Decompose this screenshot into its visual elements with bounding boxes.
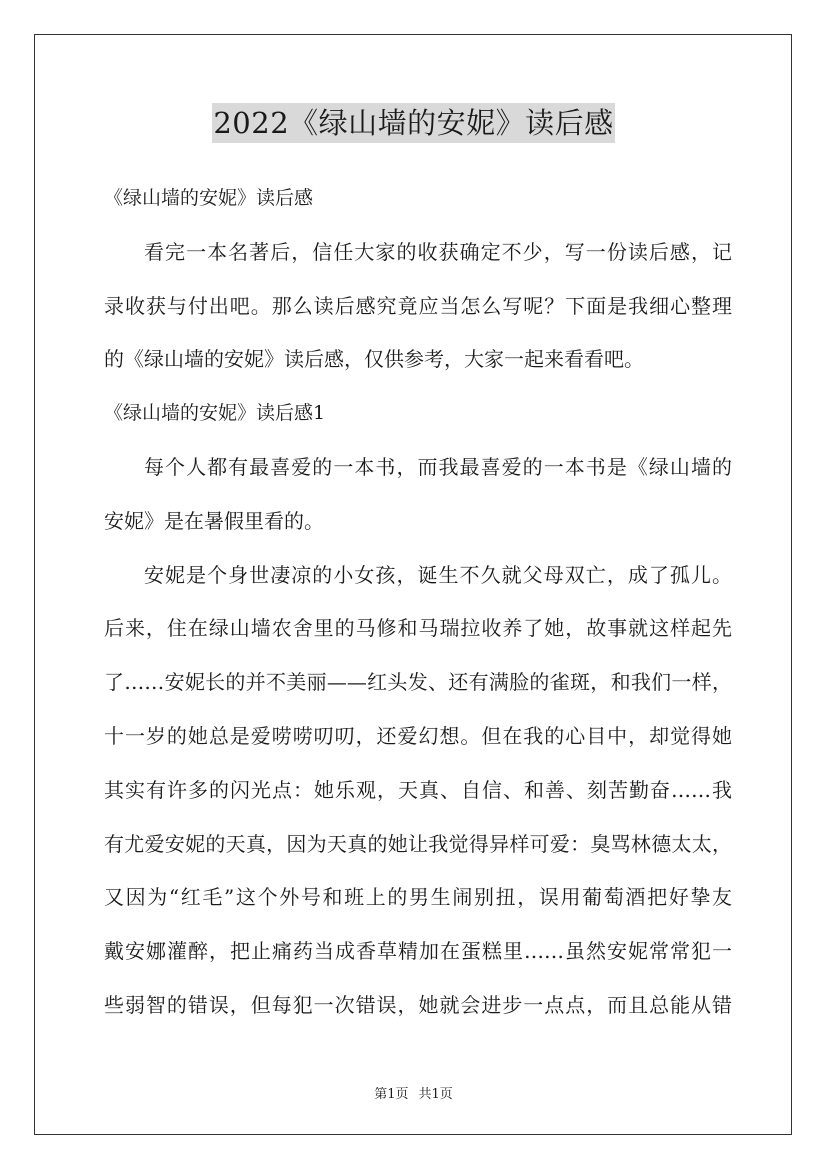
document-body xyxy=(104,172,732,1033)
paragraph-line: 些弱智的错误，但每犯一次错误，她就会进步一点点，而且总能从错 xyxy=(104,992,732,1017)
document-title: 2022《绿山墙的安妮》读后感 xyxy=(212,103,614,143)
paragraph-line: 后来，住在绿山墙农舍里的马修和马瑞拉收养了她，故事就这样起先 xyxy=(104,616,732,641)
paragraph-line: 安妮是个身世凄凉的小女孩，诞生不久就父母双亡，成了孤儿。 xyxy=(144,562,732,587)
paragraph-line: 录收获与付出吧。那么读后感究竟应当怎么写呢？下面是我细心整理 xyxy=(104,293,732,318)
page-total: 共1页 xyxy=(418,1087,453,1102)
page-number: 第1页 xyxy=(374,1087,409,1102)
page-footer xyxy=(0,1083,827,1102)
title-container xyxy=(0,103,827,143)
paragraph-line: 了……安妮长的并不美丽——红头发、还有满脸的雀斑，和我们一样， xyxy=(104,670,732,695)
paragraph-line: 有尤爱安妮的天真，因为天真的她让我觉得异样可爱：臭骂林德太太， xyxy=(104,831,732,856)
paragraph-line: 看完一本名著后，信任大家的收获确定不少，写一份读后感，记 xyxy=(144,239,732,264)
paragraph-line: 又因为“红毛”这个外号和班上的男生闹别扭，误用葡萄酒把好挚友 xyxy=(104,885,732,910)
paragraph-line: 安妮》是在暑假里看的。 xyxy=(104,508,324,533)
section-heading: 《绿山墙的安妮》读后感1 xyxy=(104,402,326,425)
paragraph-line: 十一岁的她总是爱唠唠叨叨，还爱幻想。但在我的心目中，却觉得她 xyxy=(104,723,732,748)
paragraph-line: 其实有许多的闪光点：她乐观，天真、自信、和善、刻苦勤奋……我 xyxy=(104,777,732,802)
paragraph-line: 戴安娜灌醉，把止痛药当成香草精加在蛋糕里……虽然安妮常常犯一 xyxy=(104,939,732,964)
paragraph-line: 每个人都有最喜爱的一本书，而我最喜爱的一本书是《绿山墙的 xyxy=(144,454,732,479)
paragraph-line: 的《绿山墙的安妮》读后感，仅供参考，大家一起来看看吧。 xyxy=(104,347,644,372)
section-heading: 《绿山墙的安妮》读后感 xyxy=(104,187,314,209)
